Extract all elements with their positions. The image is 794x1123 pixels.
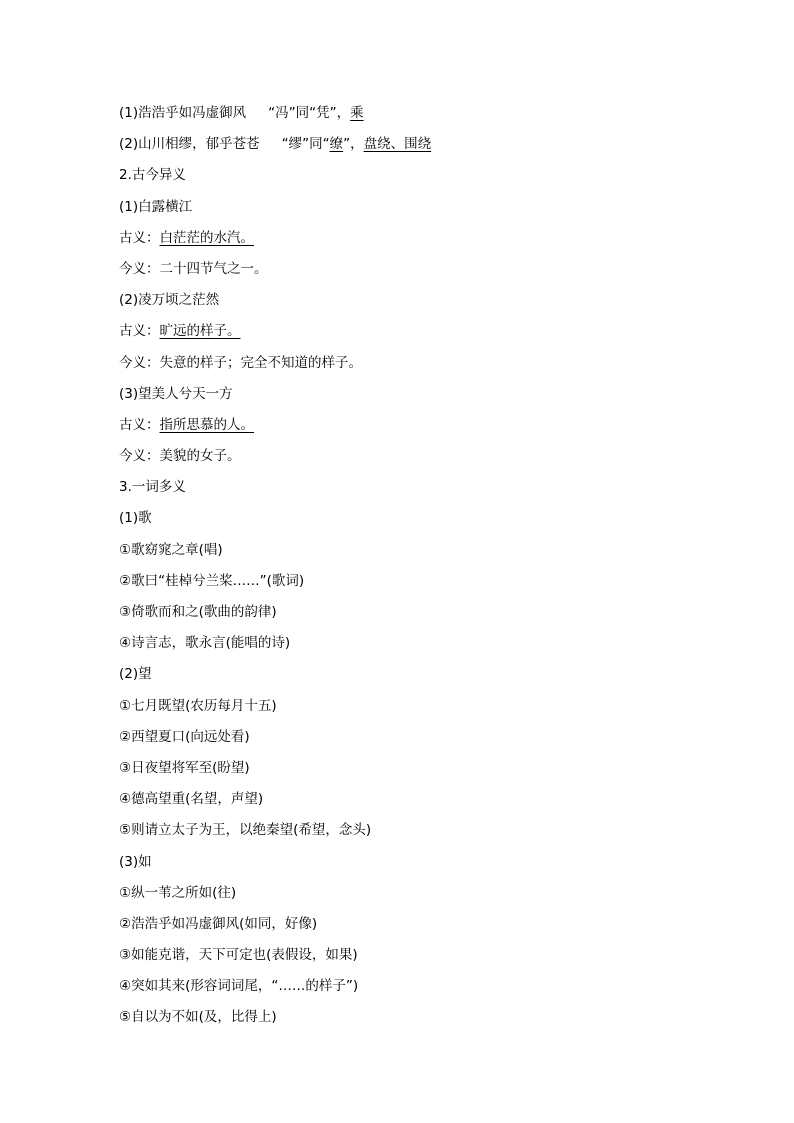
gu-answer: 白茫茫的水汽。 xyxy=(159,229,254,246)
tongjia-answer: 盘绕、围绕 xyxy=(363,136,432,153)
jin-text: 失意的样子；完全不知道的样子。 xyxy=(159,354,362,371)
duoyi-item: ①七月既望(农历每月十五) xyxy=(119,697,277,714)
duoyi-item: ④诗言志，歌永言(能唱的诗) xyxy=(119,635,291,652)
document-body xyxy=(119,98,719,1034)
tongjia-sentence: (2)山川相缪，郁乎苍苍 xyxy=(119,136,260,153)
tongjia-answer: 缭 xyxy=(329,136,344,153)
tongjia-note: ”， xyxy=(343,136,364,153)
gujin-gu-line xyxy=(119,410,719,441)
duoyi-item: ③倚歌而和之(歌曲的韵律) xyxy=(119,604,277,620)
tongjia-note: “冯”同“凭”， xyxy=(268,105,351,121)
duoyi-item: ⑤则请立太子为王，以绝秦望(希望，念头) xyxy=(119,822,372,839)
gujin-gu-line xyxy=(119,316,719,347)
tongjia-sentence: (1)浩浩乎如冯虚御风 xyxy=(119,105,247,121)
gu-label: 古义： xyxy=(119,416,160,433)
section-heading-duoyi: 3.一词多义 xyxy=(119,479,186,496)
gujin-gu-line xyxy=(119,223,719,254)
duoyi-item: ①纵一苇之所如(往) xyxy=(119,884,237,901)
duoyi-item: ④突如其来(形容词词尾，“……的样子”) xyxy=(119,978,359,995)
gujin-sentence: (2)凌万顷之茫然 xyxy=(119,292,220,309)
tongjia-line-2 xyxy=(119,129,719,160)
duoyi-word: (2)望 xyxy=(119,666,152,683)
duoyi-item: ②西望夏口(向远处看) xyxy=(119,728,250,745)
gu-answer: 旷远的样子。 xyxy=(159,323,241,340)
gujin-sentence: (1)白露横江 xyxy=(119,198,193,215)
gujin-jin-line xyxy=(119,254,719,285)
jin-text: 美貌的女子。 xyxy=(159,448,241,465)
tongjia-answer: 乘 xyxy=(350,105,364,121)
duoyi-item: ③日夜望将军至(盼望) xyxy=(119,759,250,776)
gu-label: 古义： xyxy=(119,229,160,246)
tongjia-line-1 xyxy=(119,98,719,129)
jin-label: 今义： xyxy=(119,260,160,277)
gu-answer: 指所思慕的人。 xyxy=(159,416,254,433)
section-heading-gujin: 2.古今异义 xyxy=(119,167,186,184)
duoyi-item: ④德高望重(名望，声望) xyxy=(119,791,264,808)
duoyi-word: (1)歌 xyxy=(119,510,152,527)
duoyi-item: ②歌曰“桂棹兮兰桨……”(歌词) xyxy=(119,572,305,589)
duoyi-word: (3)如 xyxy=(119,853,152,870)
gujin-jin-line xyxy=(119,441,719,472)
tongjia-note: “缪”同“ xyxy=(281,136,330,153)
gujin-sentence: (3)望美人兮天一方 xyxy=(119,385,233,402)
duoyi-item: ①歌窈窕之章(唱) xyxy=(119,541,223,558)
duoyi-item: ③如能克谐，天下可定也(表假设，如果) xyxy=(119,947,358,964)
jin-label: 今义： xyxy=(119,354,160,371)
gu-label: 古义： xyxy=(119,323,160,340)
gujin-jin-line xyxy=(119,348,719,379)
duoyi-item: ②浩浩乎如冯虚御风(如同，好像) xyxy=(119,915,318,932)
jin-label: 今义： xyxy=(119,448,160,465)
duoyi-item: ⑤自以为不如(及，比得上) xyxy=(119,1009,277,1026)
jin-text: 二十四节气之一。 xyxy=(159,260,268,277)
